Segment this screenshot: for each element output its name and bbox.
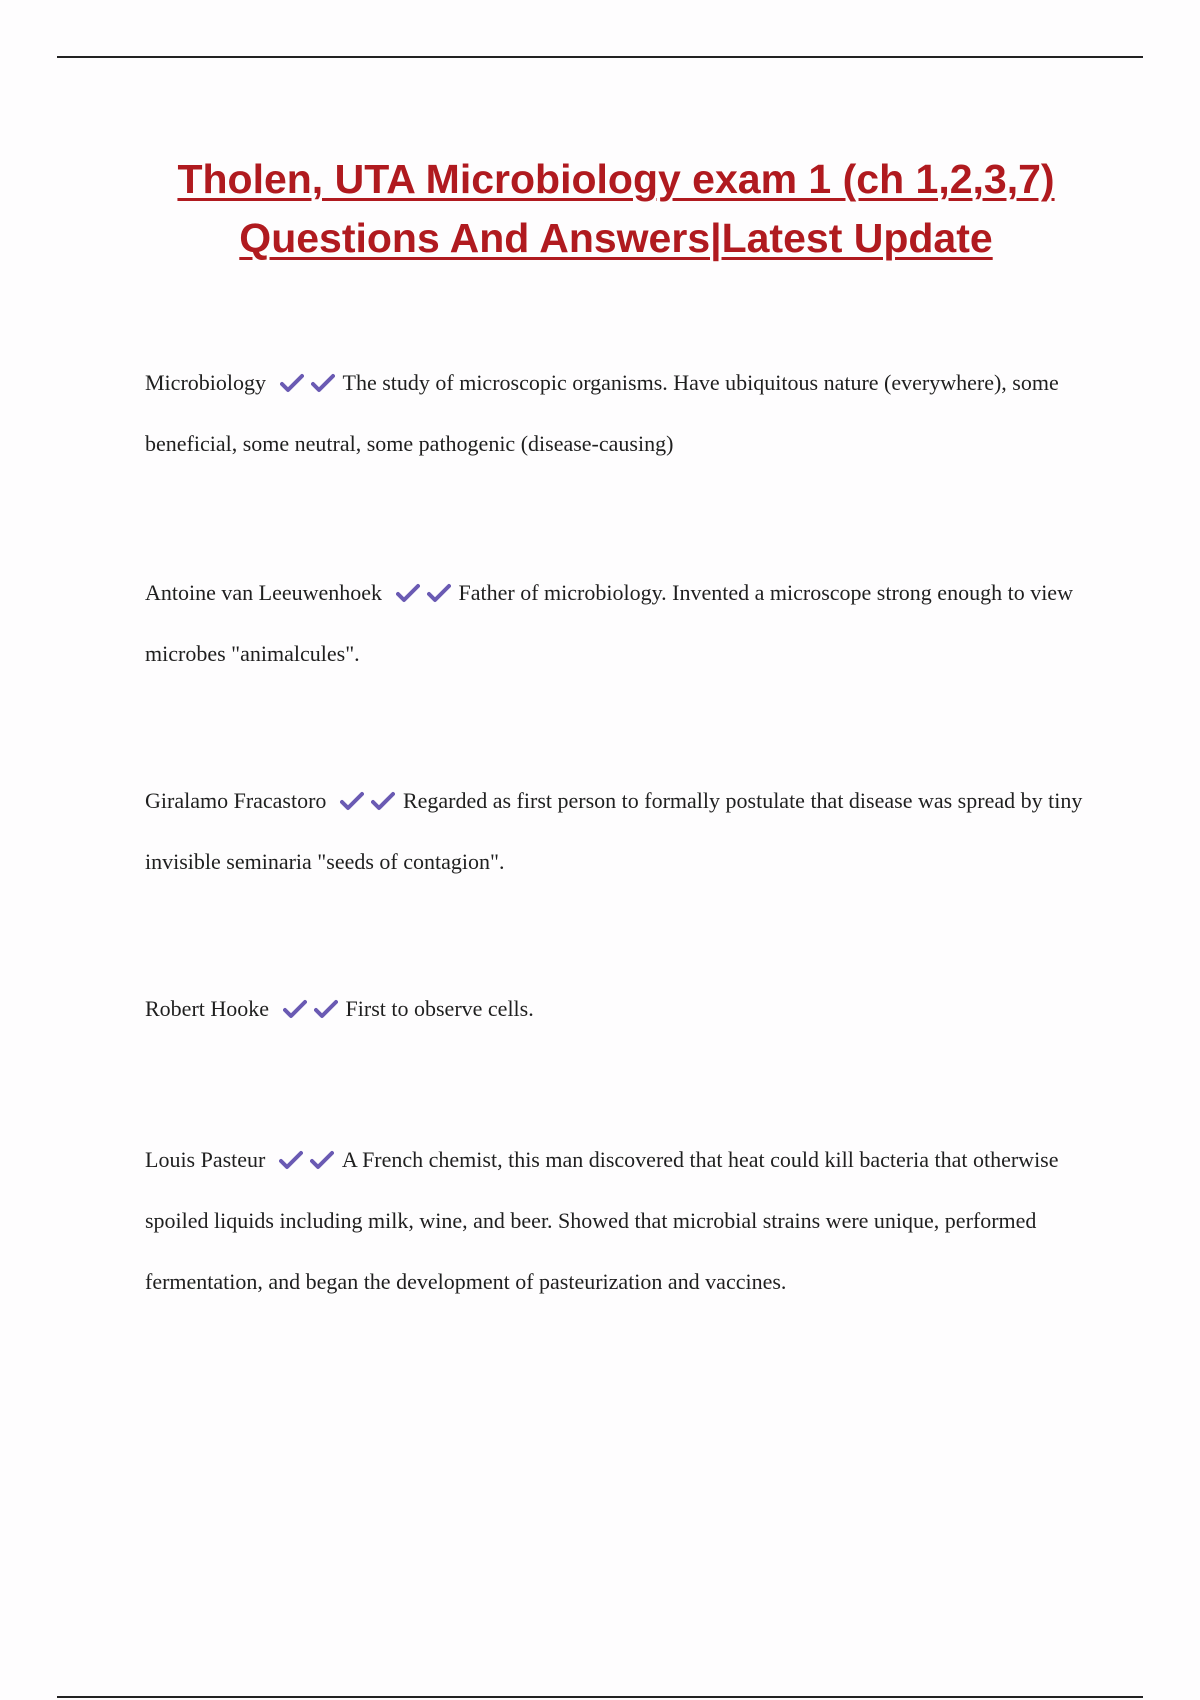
qa-term: Robert Hooke [145,996,270,1021]
qa-definition: First to observe cells. [345,996,534,1021]
document-title [100,150,1132,268]
qa-term: Antoine van Leeuwenhoek [145,580,383,605]
qa-term: Louis Pasteur [145,1147,266,1172]
checkmark-icon [310,1150,334,1170]
checkmark-icon [280,373,304,393]
qa-definition: Father of microbiology. Invented a microscope strong enough to view microbes "animalcules". [145,580,1073,666]
checkmark-icon [396,583,420,603]
header-rule [57,56,1143,58]
footer-rule [57,1696,1143,1698]
checkmark-icon [279,1150,303,1170]
qa-definition: Regarded as first person to formally postulate that disease was spread by tiny invisible seminaria "seeds of contagion". [145,788,1083,874]
checkmark-icon [314,999,338,1019]
checkmark-icon [427,583,451,603]
qa-term: Giralamo Fracastoro [145,788,327,813]
checkmark-icon [371,791,395,811]
qa-term: Microbiology [145,370,266,395]
qa-entry [145,978,1085,1039]
checkmark-icon [283,999,307,1019]
qa-definition: A French chemist, this man discovered that heat could kill bacteria that otherwise spoiled liquids including milk, wine, and beer. Showed that microbial strains were unique, performed fermentation, and began the development of pasteurization and vaccines. [145,1147,1059,1294]
title-line-2: Questions And Answers|Latest Update [239,215,993,261]
qa-entry [145,352,1085,474]
qa-entry [145,562,1085,684]
qa-entry [145,770,1085,892]
checkmark-icon [340,791,364,811]
checkmark-icon [311,373,335,393]
title-line-1: Tholen, UTA Microbiology exam 1 (ch 1,2,3,7) [177,156,1055,202]
qa-definition: The study of microscopic organisms. Have ubiquitous nature (everywhere), some beneficial, some neutral, some pathogenic (disease-causing) [145,370,1059,456]
qa-entry [145,1129,1085,1312]
